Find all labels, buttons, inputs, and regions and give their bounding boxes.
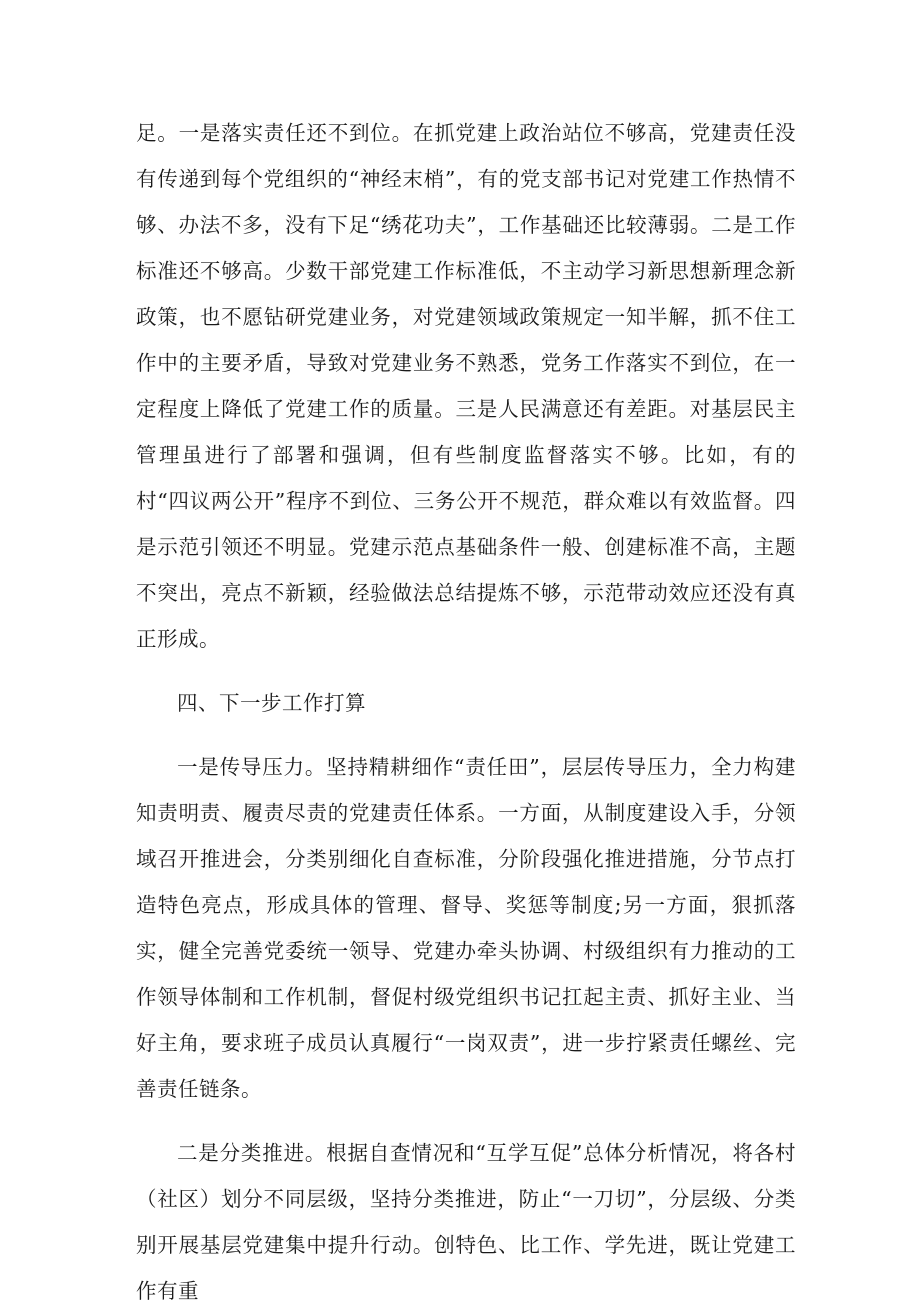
section-heading: 四、下一步工作打算	[177, 691, 366, 715]
document-body	[136, 110, 796, 1314]
paragraph-continuation: 足。一是落实责任还不到位。在抓党建上政治站位不够高，党建责任没有传递到每个党组织的“神经末梢”，有的党支部书记对党建工作热情不够、办法不多，没有下足“绣花功夫”，工作基础还比较薄弱。二是工作标准还不够高。少数干部党建工作标准低，不主动学习新思想新理念新政策，也不愿钻研党建业务，对党建领域政策规定一知半解，抓不住工作中的主要矛盾，导致对党建业务不熟悉，党务工作落实不到位，在一定程度上降低了党建工作的质量。三是人民满意还有差距。对基层民主管理虽进行了部署和强调，但有些制度监督落实不够。比如，有的村“四议两公开”程序不到位、三务公开不规范，群众难以有效监督。四是示范引领还不明显。党建示范点基础条件一般、创建标准不高，主题不突出，亮点不新颖，经验做法总结提炼不够，示范带动效应还没有真正形成。	[136, 121, 796, 651]
paragraph-classification: 二是分类推进。根据自查情况和“互学互促”总体分析情况，将各村（社区）划分不同层级，坚持分类推进，防止“一刀切”，分层级、分类别开展基层党建集中提升行动。创特色、比工作、学先进，既让党建工作有重	[136, 1141, 796, 1303]
paragraph-pressure: 一是传导压力。坚持精耕细作“责任田”，层层传导压力，全力构建知责明责、履责尽责的党建责任体系。一方面，从制度建设入手，分领域召开推进会，分类别细化自查标准，分阶段强化推进措施，分节点打造特色亮点，形成具体的管理、督导、奖惩等制度;另一方面，狠抓落实，健全完善党委统一领导、党建办牵头协调、村级组织有力推动的工作领导体制和工作机制，督促村级党组织书记扛起主责、抓好主业、当好主角，要求班子成员认真履行“一岗双责”，进一步拧紧责任螺丝、完善责任链条。	[136, 755, 796, 1101]
